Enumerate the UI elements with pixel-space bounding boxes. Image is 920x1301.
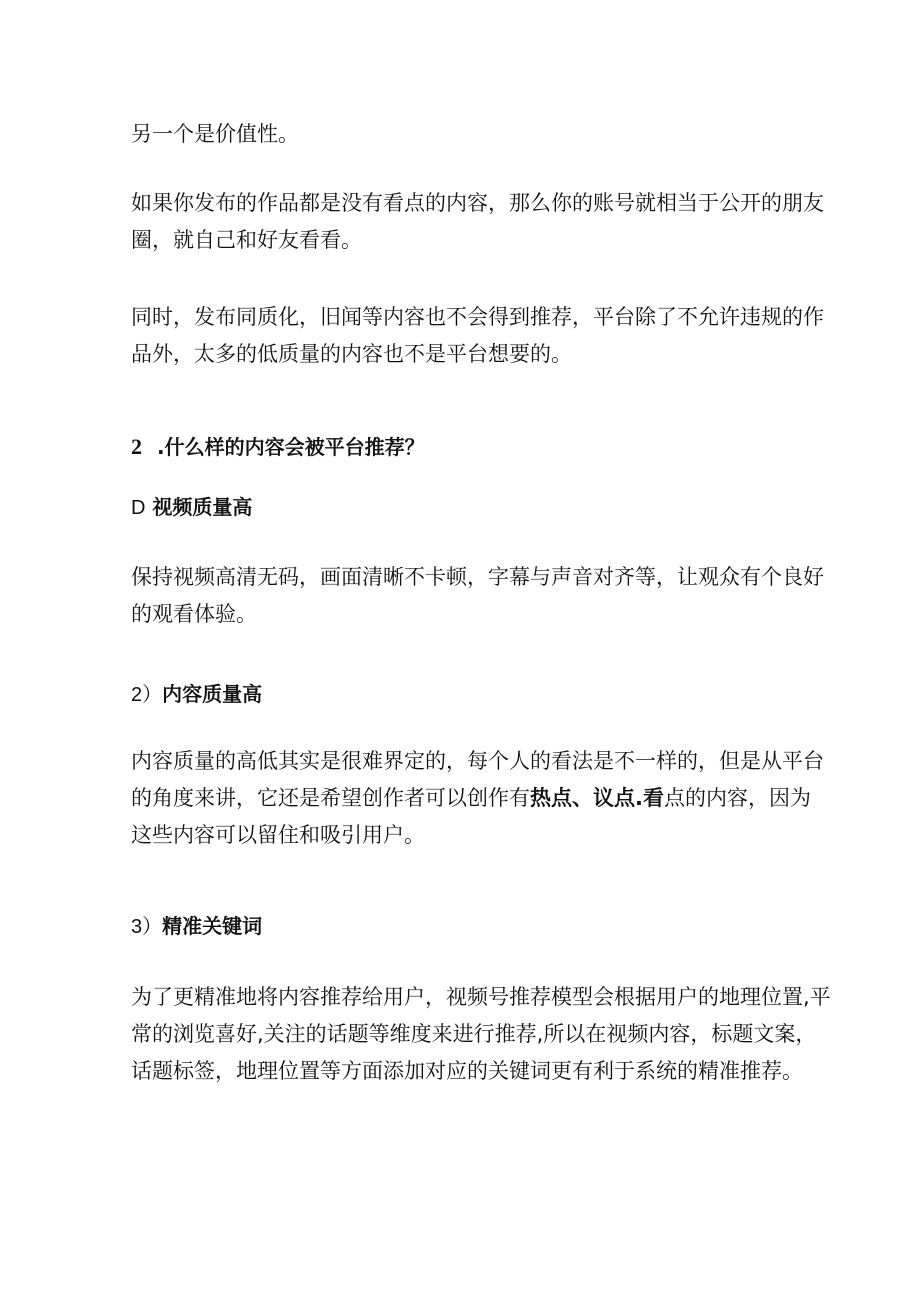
item-heading-video-quality — [131, 492, 252, 523]
text-line: 为了更精准地将内容推荐给用户，视频号推荐模型会根据用户的地理位置,平 — [131, 985, 831, 1009]
paragraph-content-quality — [131, 743, 824, 854]
text-line: 圈，就自己和好友看看。 — [131, 228, 362, 252]
text-line: 的观看体验。 — [131, 602, 257, 626]
item-heading-keywords — [131, 911, 262, 942]
item-marker: D — [131, 497, 146, 519]
item-heading-content-quality — [131, 679, 262, 710]
item-title: 视频质量高 — [152, 495, 253, 519]
text-line: 同时，发布同质化，旧闻等内容也不会得到推荐，平台除了不允许违规的作 — [131, 305, 824, 329]
item-marker: 3） — [131, 916, 163, 938]
item-marker: 2） — [131, 684, 163, 706]
item-title: 精准关键词 — [162, 914, 263, 938]
section-title: .什么样的内容会被平台推荐？ — [157, 435, 425, 459]
item-title: 内容质量高 — [162, 682, 263, 706]
paragraph-keywords — [131, 979, 831, 1090]
paragraph-moments — [131, 185, 824, 259]
text-line — [131, 780, 811, 817]
text-line: 这些内容可以留住和吸引用户。 — [131, 823, 425, 847]
section-number: 2 — [131, 434, 142, 459]
text-line: 如果你发布的作品都是没有看点的内容，那么你的账号就相当于公开的朋友 — [131, 191, 824, 215]
text-line: 品外，太多的低质量的内容也不是平台想要的。 — [131, 342, 572, 366]
paragraph-video-quality — [131, 559, 824, 633]
section-heading-2 — [131, 432, 425, 462]
text-run: 点的内容，因为 — [663, 786, 811, 810]
paragraph-homogeneous — [131, 299, 824, 373]
text-line: 常的浏览喜好,关注的话题等维度来进行推荐,所以在视频内容，标题文案， — [131, 1022, 817, 1046]
text-line: 另一个是价值性。 — [131, 122, 299, 146]
text-line: 话题标签，地理位置等方面添加对应的关键词更有利于系统的精准推荐。 — [131, 1059, 803, 1083]
text-line: 内容质量的高低其实是很难界定的，每个人的看法是不一样的，但是从平台 — [131, 749, 824, 773]
text-line: 保持视频高清无码，画面清晰不卡顿，字幕与声音对齐等，让观众有个良好 — [131, 565, 824, 589]
paragraph-value — [131, 116, 811, 153]
bold-keywords: 热点、议点.看 — [530, 786, 664, 810]
text-run: 的角度来讲，它还是希望创作者可以创作有 — [131, 786, 530, 810]
